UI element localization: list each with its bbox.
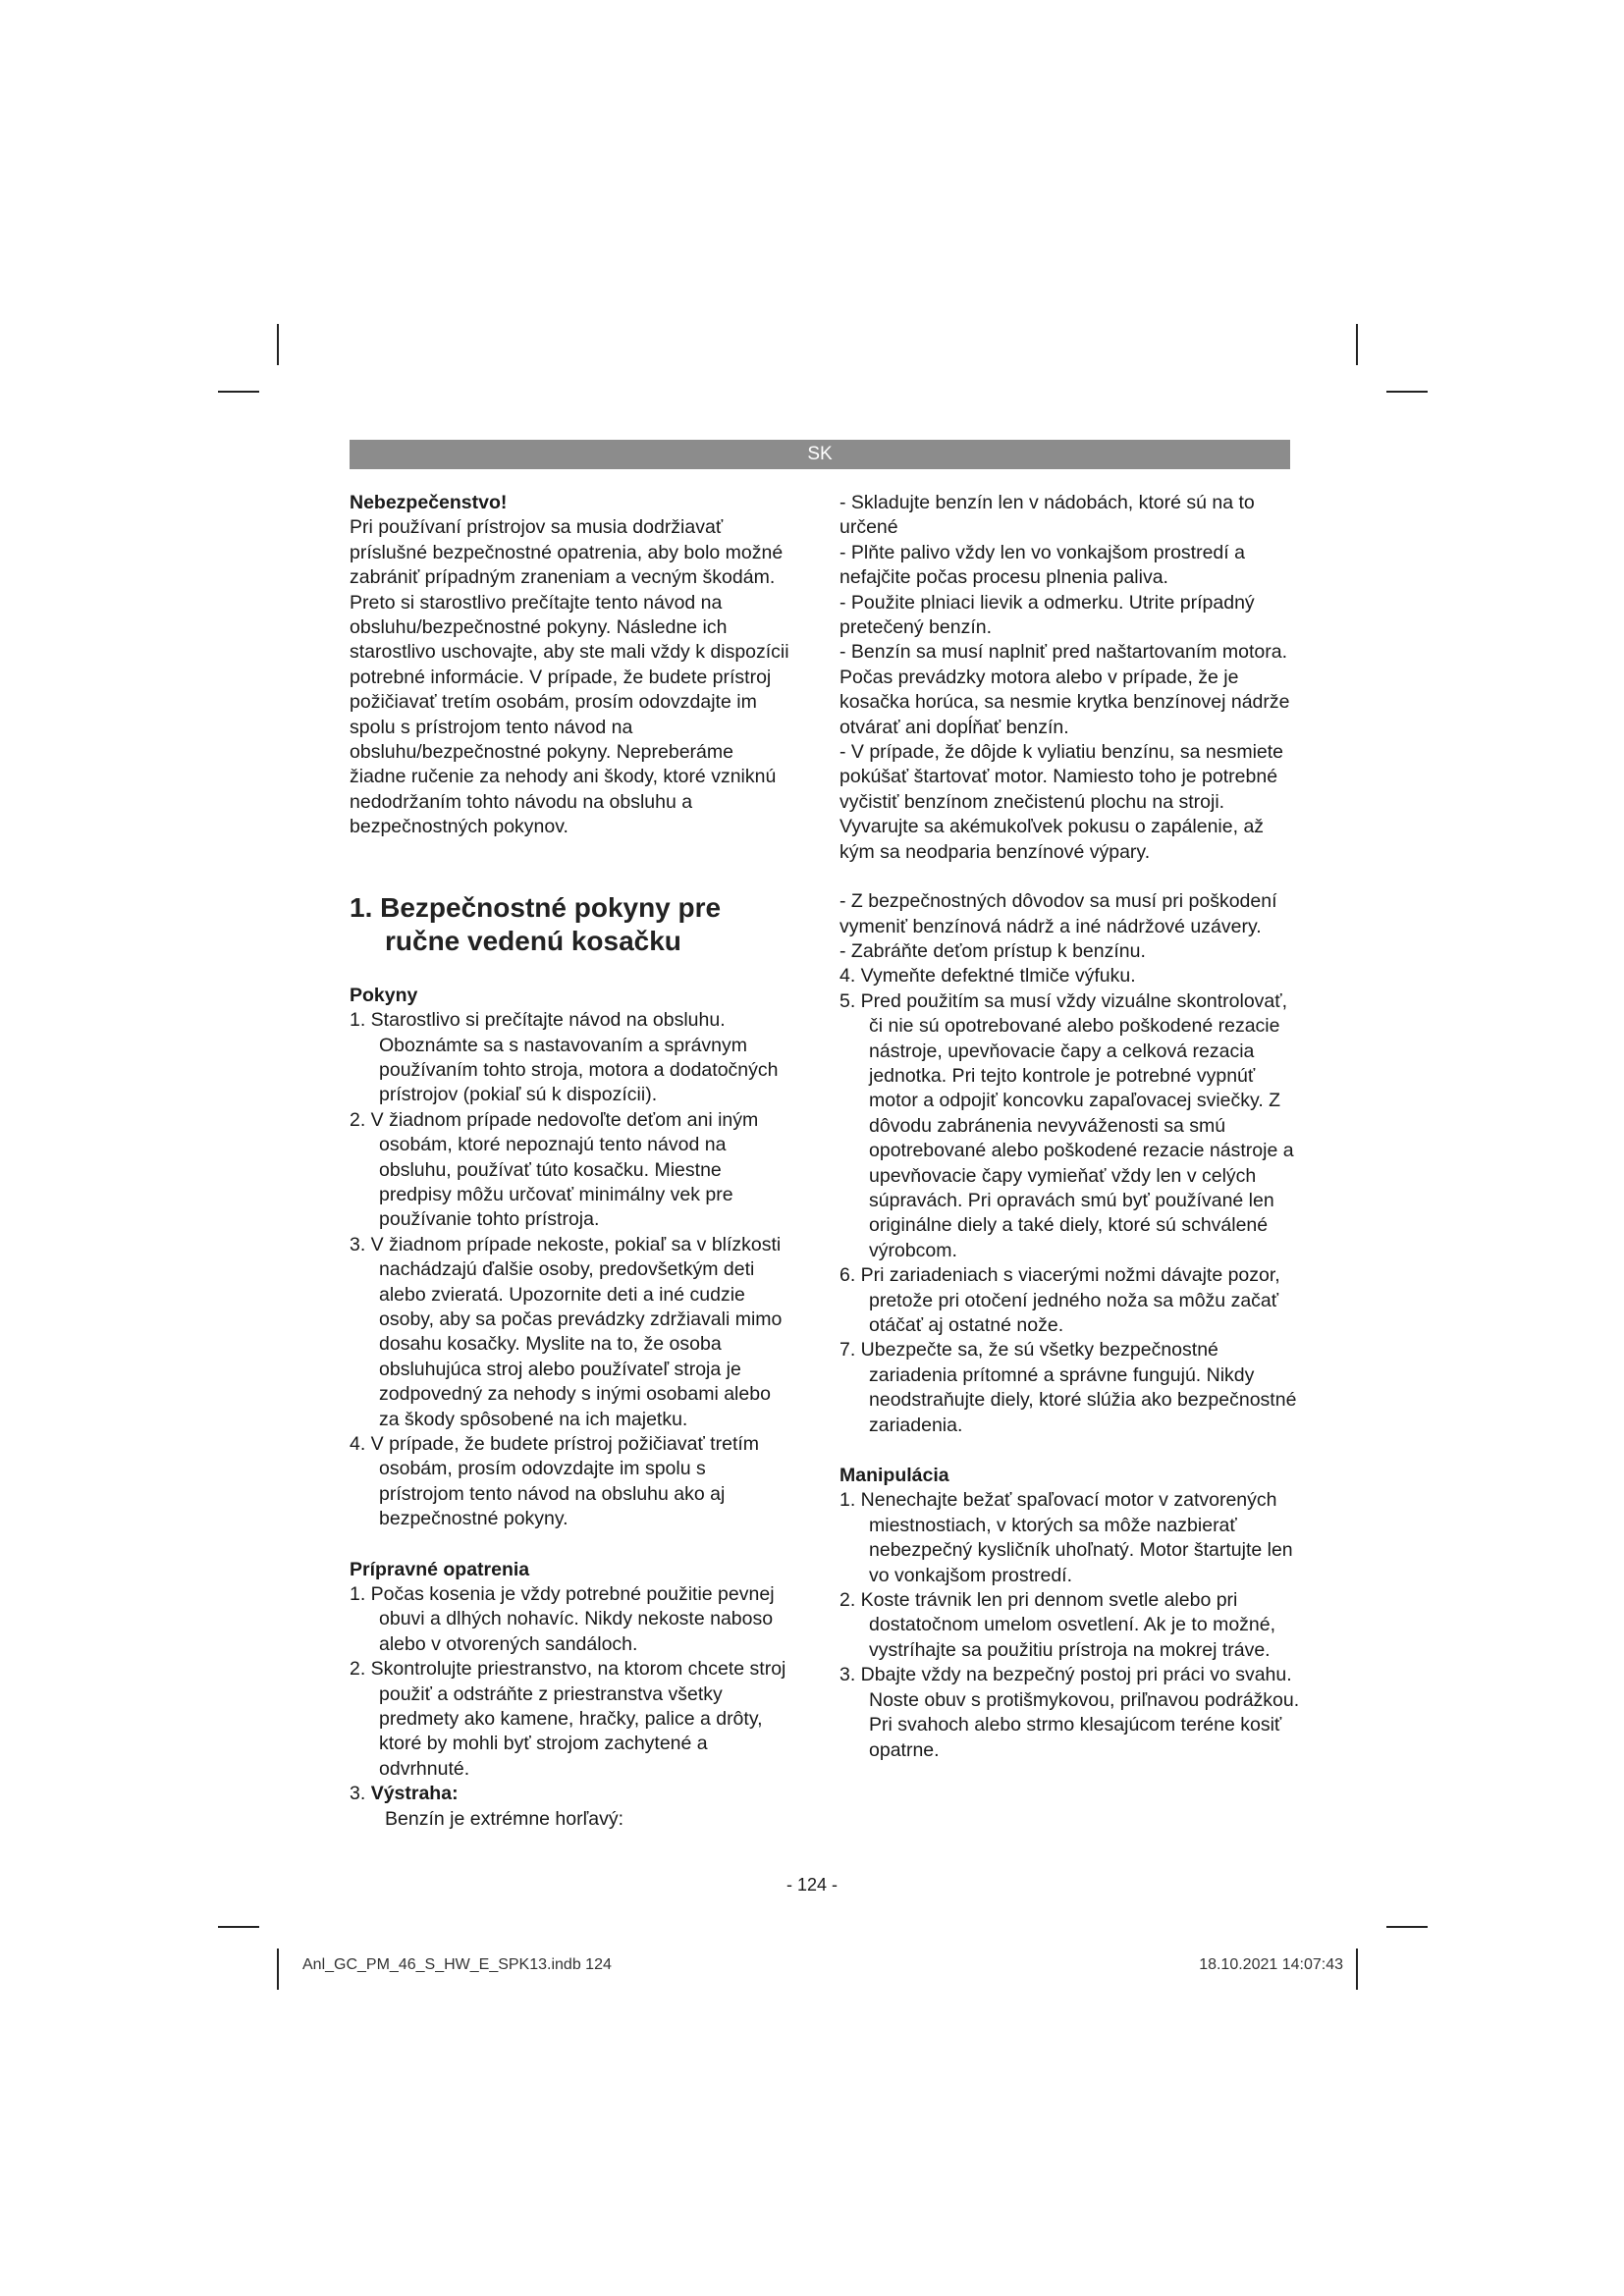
page-number: - 124 - [785, 1875, 839, 1895]
footer-filename: Anl_GC_PM_46_S_HW_E_SPK13.indb 124 [302, 1956, 612, 1973]
crop-mark [1386, 1926, 1428, 1928]
crop-mark [1356, 1949, 1358, 1990]
left-column [350, 491, 791, 1832]
dash-item: - Benzín sa musí naplniť pred naštartovaním motora. Počas prevádzky motora alebo v prípade, že je kosačka horúca, sa nesmie krytka benzínovej nádrže otvárať ani dopĺňať benzín. [839, 641, 1290, 738]
danger-paragraph: Pri používaní prístrojov sa musia dodržiavať príslušné bezpečnostné opatrenia, aby bolo možné zabrániť prípadným zraneniam a vecným škodám. Preto si starostlivo prečítajte tento návod na obsluhu/bezpečnostné pokyny. Následne ich starostlivo uschovajte, aby ste mali vždy k dispozícii potrebné informácie. V prípade, že budete prístroj požičiavať tretím osobám, prosím odovzdajte im spolu s prístrojom tento návod na obsluhu/bezpečnostné pokyny. Nepreberáme žiadne ručenie za nehody ani škody, ktoré vzniknú nedodržaním tohto návodu na obsluhu a bezpečnostných pokynov. [350, 516, 789, 838]
crop-mark [218, 1926, 259, 1928]
crop-mark [277, 1949, 279, 1990]
crop-mark [1386, 391, 1428, 393]
list-item: 6. Pri zariadeniach s viacerými nožmi dávajte pozor, pretože pri otočení jedného noža sa môžu začať otáčať aj ostatné nože. [839, 1264, 1280, 1336]
dash-item: - Plňte palivo vždy len vo vonkajšom prostredí a nefajčite počas procesu plnenia paliva. [839, 541, 1245, 589]
dash-item: - Z bezpečnostných dôvodov sa musí pri poškodení vymeniť benzínová nádrž a iné nádržové uzávery. [839, 890, 1277, 937]
list-item: 1. Starostlivo si prečítajte návod na obsluhu. Oboznámte sa s nastavovaním a správnym používaním tohto stroja, motora a dodatočných prístrojov (pokiaľ sú k dispozícii). [350, 1009, 779, 1106]
manipulacia-heading: Manipulácia [839, 1465, 949, 1487]
list-item: 3. Dbajte vždy na bezpečný postoj pri práci vo svahu. Noste obuv s protišmykovou, priľnavou podrážkou. Pri svahoch alebo strmo klesajúcom teréne kosiť opatrne. [839, 1664, 1300, 1761]
list-item: 7. Ubezpečte sa, že sú všetky bezpečnostné zariadenia prítomné a správne fungujú. Nikdy neodstraňujte diely, ktoré slúžia ako bezpečnostné zariadenia. [839, 1339, 1297, 1436]
footer-datetime: 18.10.2021 14:07:43 [1199, 1956, 1343, 1973]
dash-item: - Použite plniaci lievik a odmerku. Utrite prípadný pretečený benzín. [839, 591, 1255, 639]
list-item: 5. Pred použitím sa musí vždy vizuálne skontrolovať, či nie sú opotrebované alebo poškodené rezacie nástroje, upevňovacie čapy a celková rezacia jednotka. Pri tejto kontrole je potrebné vypnúť motor a odpojiť koncovku zapaľovacej sviečky. Z dôvodu zabránenia nevyváženosti sa smú opotrebované alebo poškodené rezacie nástroje a upevňovacie čapy vymieňať vždy len v celých súpravách. Pri opravách smú byť používané len originálne diely a také diely, ktoré sú schválené výrobcom. [839, 989, 1294, 1261]
list-item: 2. Skontrolujte priestranstvo, na ktorom chcete stroj použiť a odstráňte z priestranstva všetky predmety ako kamene, hračky, palice a drôty, ktoré by mohli byť strojom zachytené a odvrhnuté. [350, 1658, 786, 1780]
warning-label: Výstraha: [370, 1783, 459, 1805]
dash-item: - Skladujte benzín len v nádobách, ktoré sú na to určené [839, 492, 1255, 539]
list-item [350, 1782, 791, 1806]
pokyny-heading: Pokyny [350, 984, 418, 1006]
dash-item: - Zabráňte deťom prístup k benzínu. [839, 939, 1146, 962]
crop-mark [1356, 324, 1358, 365]
crop-mark [277, 324, 279, 365]
warning-text: Benzín je extrémne horľavý: [385, 1807, 624, 1830]
list-item: 1. Počas kosenia je vždy potrebné použitie pevnej obuvi a dlhých nohavíc. Nikdy nekoste naboso alebo v otvorených sandáloch. [350, 1583, 775, 1655]
priprava-heading: Prípravné opatrenia [350, 1558, 530, 1580]
list-item: 2. V žiadnom prípade nedovoľte deťom ani iným osobám, ktoré nepoznajú tento návod na obsluhu, používať túto kosačku. Miestne predpisy môžu určovať minimálny vek pre používanie tohto prístroja. [350, 1108, 759, 1231]
list-item: 4. Vymeňte defektné tlmiče výfuku. [839, 965, 1136, 988]
right-column [839, 491, 1301, 1763]
list-item: 4. V prípade, že budete prístroj požičiavať tretím osobám, prosím odovzdajte im spolu s prístrojom tento návod na obsluhu ako aj bezpečnostné pokyny. [350, 1433, 760, 1530]
list-item: 2. Koste trávnik len pri dennom svetle alebo pri dostatočnom umelom osvetlení. Ak je to možné, vystríhajte sa použitiu prístroja na mokrej tráve. [839, 1589, 1276, 1661]
item-number: 3. [350, 1783, 366, 1805]
list-item: 3. V žiadnom prípade nekoste, pokiaľ sa v blízkosti nachádzajú ďalšie osoby, predovšetkým deti alebo zvieratá. Upozornite deti a iné cudzie osoby, aby sa počas prevádzky zdržiavali mimo dosahu kosačky. Myslite na to, že osoba obsluhujúca stroj alebo používateľ stroja je zodpovedný za nehody s inými osobami alebo za škody spôsobené na ich majetku. [350, 1233, 783, 1430]
dash-item: - V prípade, že dôjde k vyliatiu benzínu, sa nesmiete pokúšať štartovať motor. Namiesto toho je potrebné vyčistiť benzínom znečistenú plochu na stroji. Vyvarujte sa akémukoľvek pokusu o zapálenie, až kým sa neodparia benzínové výpary. [839, 741, 1284, 863]
danger-heading: Nebezpečenstvo! [350, 492, 508, 513]
list-item: 1. Nenechajte bežať spaľovací motor v zatvorených miestnostiach, v ktorých sa môže nazbierať nebezpečný kysličník uhoľnatý. Motor štartujte len vo vonkajšom prostredí. [839, 1489, 1293, 1586]
language-header: SK [350, 440, 1290, 469]
section-heading: 1. Bezpečnostné pokyny pre ručne vedenú kosačku [350, 891, 722, 956]
crop-mark [218, 391, 259, 393]
